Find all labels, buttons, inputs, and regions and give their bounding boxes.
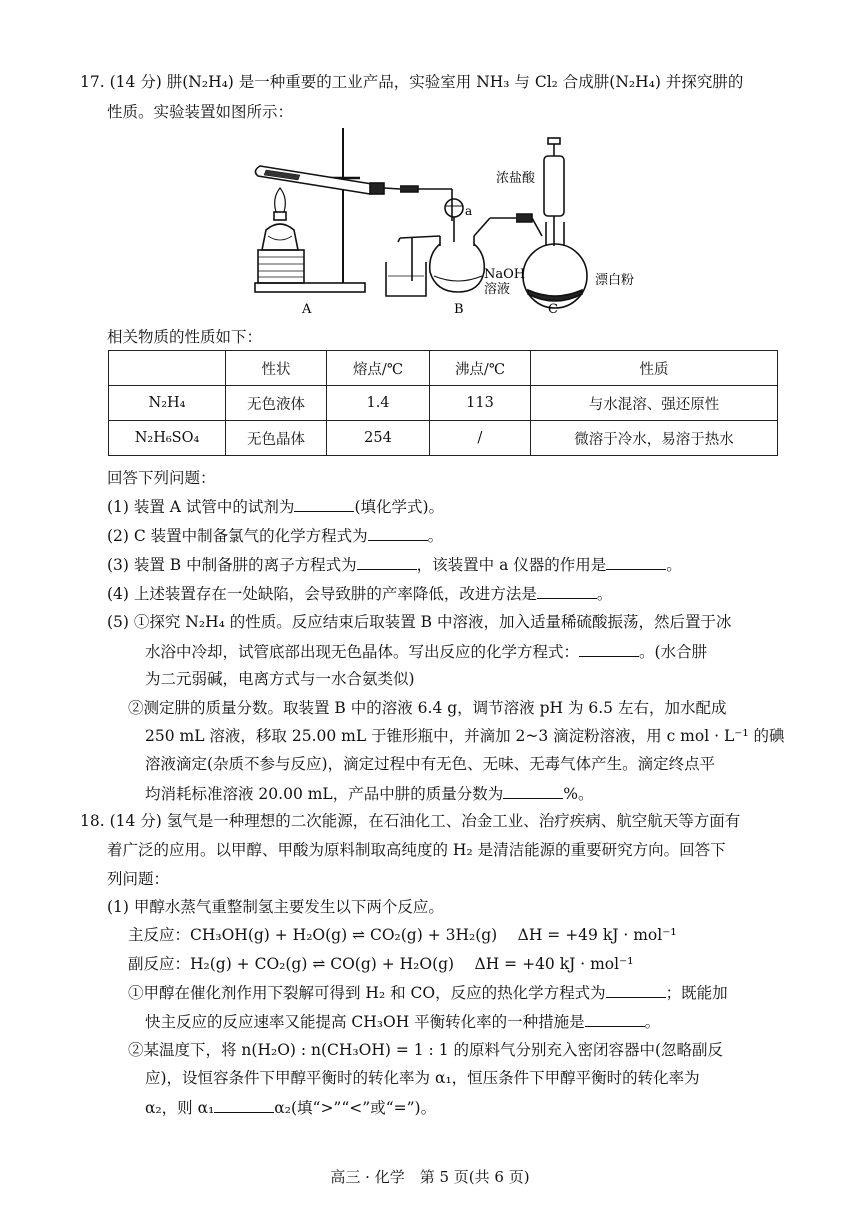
q17-part-1	[107, 497, 444, 517]
table-row	[109, 421, 778, 456]
answer-blank[interactable]	[294, 497, 354, 512]
q17-part-5b-line-3: 溶液滴定(杂质不参与反应)，滴定过程中有无色、无味、无毒气体产生。滴定终点平	[145, 755, 716, 773]
q18-sub-1-text: ①甲醇在催化剂作用下裂解可得到 H₂ 和 CO，反应的热化学方程式为	[128, 984, 606, 1002]
q17-part-5-line-2-tail: 。(水合肼	[639, 643, 708, 661]
table-cell: 1.4	[327, 386, 430, 421]
table-cell: 与水混溶、强还原性	[531, 386, 778, 421]
q17-part-5b-line-4-text: 均消耗标准溶液 20.00 mL，产品中肼的质量分数为	[145, 785, 504, 803]
q18-sub-1-line-1	[128, 983, 728, 1003]
q18-sub-2-line-3-text: α₂，则 α₁	[145, 1099, 215, 1117]
q17-part-1-text: (1) 装置 A 试管中的试剂为	[107, 498, 295, 516]
table-row	[109, 386, 778, 421]
main-reaction: 主反应：CH₃OH(g) + H₂O(g) ⇌ CO₂(g) + 3H₂(g) ΔH = +49 kJ · mol⁻¹	[128, 926, 677, 944]
q17-part-5-line-2-text: 水浴中冷却，试管底部出现无色晶体。写出反应的化学方程式：	[145, 643, 580, 661]
answer-blank[interactable]	[503, 784, 563, 799]
apparatus-diagram	[240, 126, 660, 318]
q17-part-2-tail: 。	[427, 527, 444, 545]
label-C: C	[548, 302, 558, 317]
table-header: 性质	[531, 351, 778, 386]
label-naoh: NaOH	[484, 267, 526, 282]
q17-line-2: 性质。实验装置如图所示：	[107, 103, 294, 121]
q18-line-2: 着广泛的应用。以甲醇、甲酸为原料制取高纯度的 H₂ 是清洁能源的重要研究方向。回答下	[107, 841, 726, 859]
q17-part-3	[107, 555, 682, 575]
q18-sub-1-line-2-text: 快主反应的反应速率又能提高 CH₃OH 平衡转化率的一种措施是	[145, 1013, 585, 1031]
table-cell: N₂H₆SO₄	[109, 421, 226, 456]
q18-sub-2-line-3	[145, 1098, 436, 1118]
q18-sub-2-line-1: ②某温度下，将 n(H₂O) : n(CH₃OH) = 1 : 1 的原料气分别充入密闭容器中(忽略副反	[128, 1041, 724, 1059]
q18-sub-1-tail: ；既能加	[665, 984, 728, 1002]
q17-part-5b-line-4-tail: %。	[563, 785, 594, 803]
q17-part-5b-line-4	[145, 784, 593, 804]
q17-part-5b-line-1: ②测定肼的质量分数。取装置 B 中的溶液 6.4 g，调节溶液 pH 为 6.5 左右，加水配成	[128, 699, 727, 717]
table-cell: N₂H₄	[109, 386, 226, 421]
label-bleach: 漂白粉	[595, 273, 635, 288]
q17-part-2-text: (2) C 装置中制备氯气的化学方程式为	[107, 527, 368, 545]
q18-sub-2-line-2: 应)，设恒容条件下甲醇平衡时的转化率为 α₁，恒压条件下甲醇平衡时的转化率为	[145, 1069, 700, 1087]
answer-blank[interactable]	[585, 1012, 645, 1027]
q17-part-4	[107, 584, 612, 604]
table-cell: 无色晶体	[226, 421, 327, 456]
table-header: 沸点/℃	[430, 351, 531, 386]
q17-part-4-tail: 。	[596, 585, 613, 603]
table-cell: 无色液体	[226, 386, 327, 421]
properties-intro: 相关物质的性质如下：	[107, 328, 263, 346]
answer-blank[interactable]	[537, 584, 597, 599]
label-B: B	[454, 302, 464, 317]
table-header	[109, 351, 226, 386]
side-reaction: 副反应：H₂(g) + CO₂(g) ⇌ CO(g) + H₂O(g) ΔH = +40 kJ · mol⁻¹	[128, 955, 634, 973]
q17-part-5b-line-2: 250 mL 溶液，移取 25.00 mL 于锥形瓶中，并滴加 2~3 滴淀粉溶液，用 c mol · L⁻¹ 的碘	[145, 727, 785, 745]
table-cell: /	[430, 421, 531, 456]
answer-blank[interactable]	[606, 555, 666, 570]
q17-line-1: 17. (14 分) 肼(N₂H₄) 是一种重要的工业产品，实验室用 NH₃ 与 Cl₂ 合成肼(N₂H₄) 并探究肼的	[80, 73, 744, 91]
q17-part-5-line-2	[145, 642, 707, 662]
q17-part-4-text: (4) 上述装置存在一处缺陷，会导致肼的产率降低，改进方法是	[107, 585, 537, 603]
q17-part-3-mid: ，该装置中 a 仪器的作用是	[416, 556, 607, 574]
q17-part-2	[107, 526, 443, 546]
table-cell: 113	[430, 386, 531, 421]
page-footer: 高三 · 化学 第 5 页(共 6 页)	[330, 1168, 530, 1186]
table-header-row	[109, 351, 778, 386]
properties-table	[108, 350, 778, 456]
label-conc-hcl: 浓盐酸	[496, 171, 536, 186]
q18-sub-1-line-2-tail: 。	[644, 1013, 661, 1031]
answer-blank[interactable]	[214, 1098, 274, 1113]
q17-part-1-tail: (填化学式)。	[354, 498, 445, 516]
table-header: 性状	[226, 351, 327, 386]
table-cell: 254	[327, 421, 430, 456]
table-cell: 微溶于冷水，易溶于热水	[531, 421, 778, 456]
answer-blank[interactable]	[368, 526, 428, 541]
answer-blank[interactable]	[357, 555, 417, 570]
answer-intro: 回答下列问题：	[107, 469, 216, 487]
label-a: a	[465, 204, 473, 218]
table-header: 熔点/℃	[327, 351, 430, 386]
q17-part-3-tail: 。	[666, 556, 682, 574]
q18-part-1: (1) 甲醇水蒸气重整制氢主要发生以下两个反应。	[107, 898, 444, 916]
label-A: A	[302, 302, 312, 317]
q18-sub-2-line-3-tail: α₂(填“>”“<”或“=”)。	[274, 1099, 437, 1117]
q18-line-1: 18. (14 分) 氢气是一种理想的二次能源，在石油化工、冶金工业、治疗疾病、航空航天等方面有	[80, 812, 741, 830]
label-solution: 溶液	[484, 282, 511, 297]
q18-sub-1-line-2	[145, 1012, 660, 1032]
q18-line-3: 列问题：	[107, 870, 170, 888]
q17-part-3-text: (3) 装置 B 中制备肼的离子方程式为	[107, 556, 357, 574]
q17-part-5-line-3: 为二元弱碱，电离方式与一水合氨类似)	[145, 670, 415, 688]
answer-blank[interactable]	[579, 642, 639, 657]
answer-blank[interactable]	[606, 983, 666, 998]
q17-part-5-line-1: (5) ①探究 N₂H₄ 的性质。反应结束后取装置 B 中溶液，加入适量稀硫酸振荡，然后置于冰	[107, 613, 732, 631]
